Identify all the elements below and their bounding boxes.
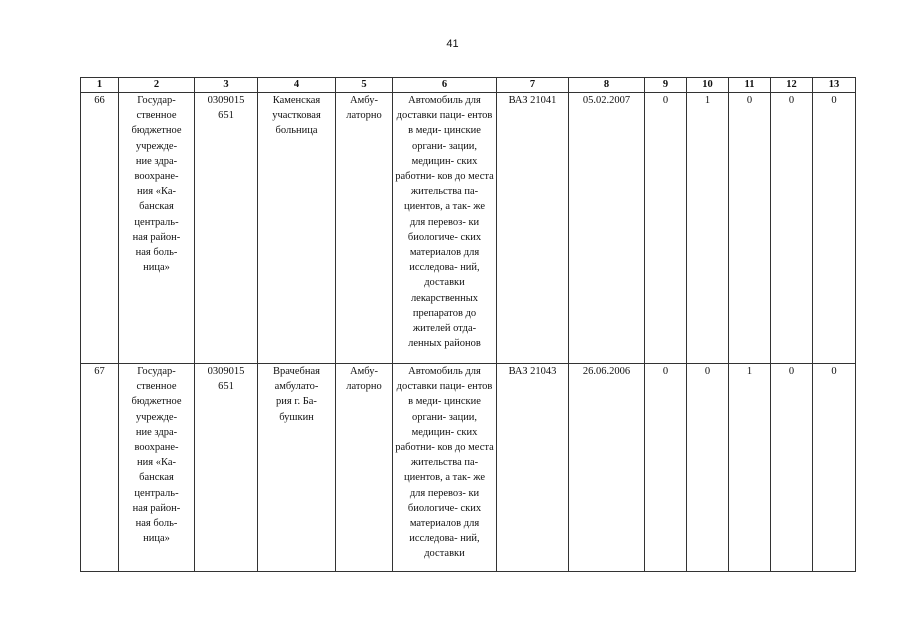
column-header: 5 xyxy=(336,78,393,93)
column-header: 1 xyxy=(81,78,119,93)
column-header: 10 xyxy=(687,78,729,93)
care-type-cell: Амбу- латорно xyxy=(336,364,393,572)
column-header: 4 xyxy=(258,78,336,93)
code-cell: 0309015 651 xyxy=(195,364,258,572)
unit-cell: Каменская участковая больница xyxy=(258,93,336,364)
page-number: 41 xyxy=(446,38,459,50)
column-header: 11 xyxy=(729,78,771,93)
column-header: 8 xyxy=(569,78,645,93)
column-header: 9 xyxy=(645,78,687,93)
row-number-cell: 66 xyxy=(81,93,119,364)
header-row xyxy=(81,78,856,93)
value-cell: 0 xyxy=(645,93,687,364)
care-type-cell: Амбу- латорно xyxy=(336,93,393,364)
date-cell: 26.06.2006 xyxy=(569,364,645,572)
value-cell: 0 xyxy=(771,93,813,364)
unit-cell: Врачебная амбулато- рия г. Ба- бушкин xyxy=(258,364,336,572)
value-cell: 0 xyxy=(687,364,729,572)
vehicle-table xyxy=(80,77,856,572)
model-cell: ВАЗ 21043 xyxy=(497,364,569,572)
institution-cell: Государ- ственное бюджетное учрежде- ние здра- воохране- ния «Ка- банская централь- ная район- ная боль- ница» xyxy=(119,364,195,572)
value-cell: 1 xyxy=(729,364,771,572)
table-row xyxy=(81,93,856,364)
column-header: 2 xyxy=(119,78,195,93)
date-cell: 05.02.2007 xyxy=(569,93,645,364)
purpose-cell xyxy=(393,364,497,572)
purpose-text: Автомобиль для доставки паци- ентов в меди- цинские органи- зации, медицин- ских работни- ков до места жительства па- циентов, а так- же для перевоз- ки биологиче- ских материалов для исследова- ний, доставки xyxy=(395,366,494,560)
column-header: 6 xyxy=(393,78,497,93)
purpose-text: Автомобиль для доставки паци- ентов в меди- цинские органи- зации, медицин- ских работни- ков до места жительства па- циентов, а так- же для перевоз- ки биологиче- ских материалов для исследова- ний, доставки лекарственных препаратов до жителей отда- ленных районов xyxy=(395,95,494,350)
model-cell: ВАЗ 21041 xyxy=(497,93,569,364)
purpose-cell xyxy=(393,93,497,364)
column-header: 3 xyxy=(195,78,258,93)
value-cell: 0 xyxy=(813,93,856,364)
value-cell: 0 xyxy=(645,364,687,572)
value-cell: 0 xyxy=(771,364,813,572)
column-header: 7 xyxy=(497,78,569,93)
column-header: 13 xyxy=(813,78,856,93)
value-cell: 0 xyxy=(729,93,771,364)
table-row xyxy=(81,364,856,572)
institution-cell: Государ- ственное бюджетное учрежде- ние здра- воохране- ния «Ка- банская централь- ная район- ная боль- ница» xyxy=(119,93,195,364)
value-cell: 1 xyxy=(687,93,729,364)
value-cell: 0 xyxy=(813,364,856,572)
code-cell: 0309015 651 xyxy=(195,93,258,364)
column-header: 12 xyxy=(771,78,813,93)
row-number-cell: 67 xyxy=(81,364,119,572)
